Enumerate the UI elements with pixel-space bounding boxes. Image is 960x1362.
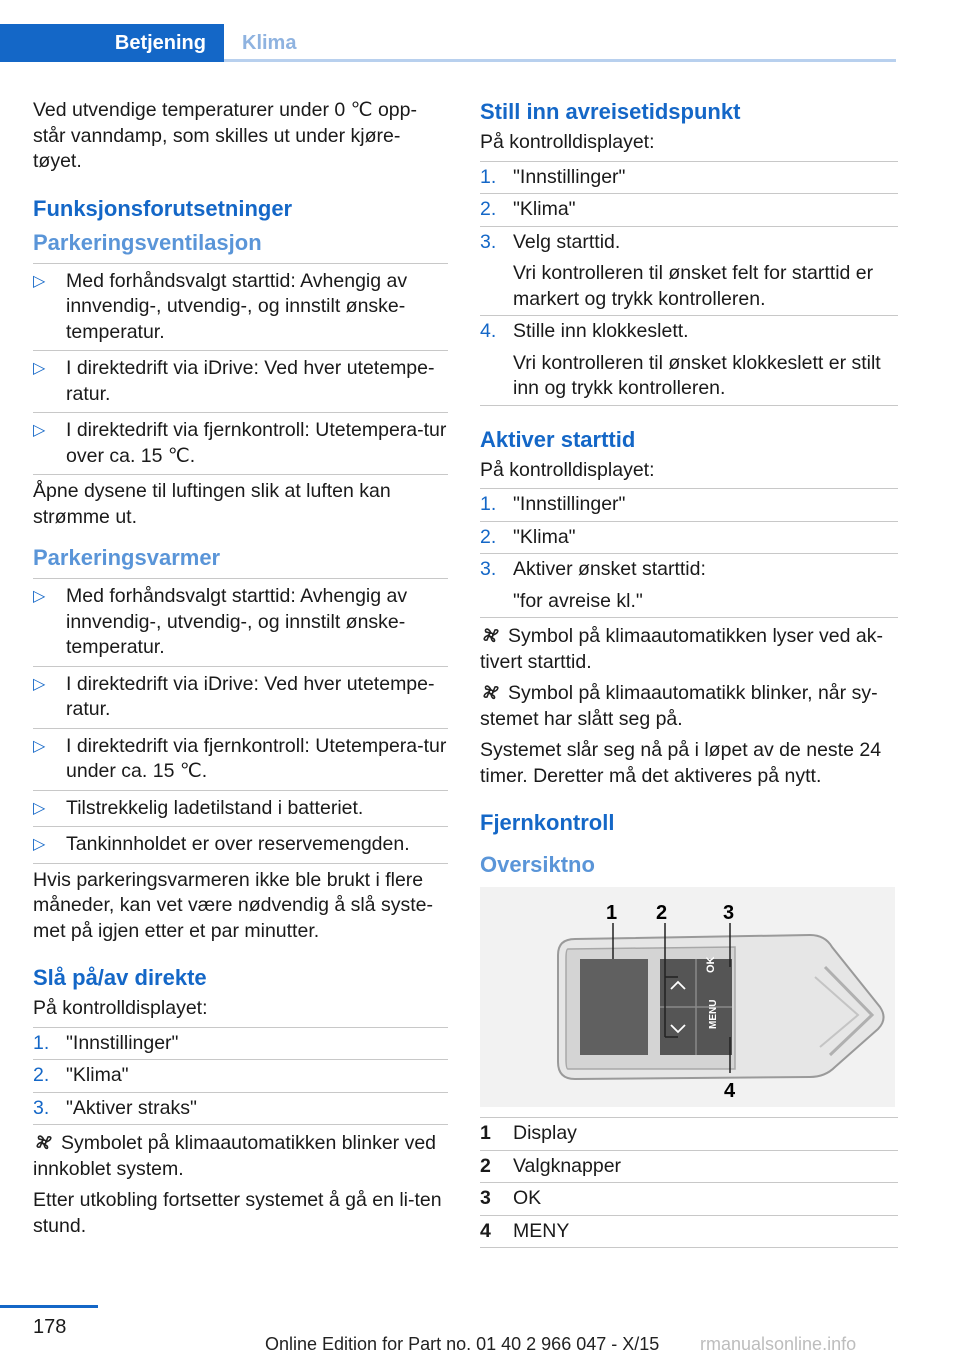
fan-icon: [33, 1133, 55, 1151]
heading-departure-time: Still inn avreisetidspunkt: [480, 99, 741, 124]
heading-prerequisites: Funksjonsforutsetninger: [33, 195, 293, 221]
remote-control-illustration: [480, 887, 895, 1107]
fan-icon: [480, 683, 502, 701]
heading-overview: Oversiktno: [480, 852, 595, 877]
legend-item: 1 Display: [480, 1118, 898, 1151]
list-item: 3. "Aktiver straks": [33, 1093, 448, 1126]
direct-icon-note: Symbolet på klimaautomatikken blinker ved innkoblet system.: [33, 1132, 437, 1180]
departure-intro: På kontrolldisplayet:: [480, 131, 655, 153]
triangle-bullet-icon: ▷: [33, 588, 46, 605]
heading-remote-control: Fjernkontroll: [480, 810, 615, 835]
list-item: 2. "Klima": [480, 522, 898, 555]
heading-parking-heater: Parkeringsvarmer: [33, 545, 221, 570]
ventilation-conditions-list: [33, 263, 448, 476]
remote-key-drawing: [480, 887, 895, 1107]
list-item: ▷ I direktedrift via fjernkontroll: Utetempera-tur over ca. 15 ℃.: [33, 413, 448, 475]
heater-conditions-list: [33, 578, 448, 864]
activate-intro: På kontrolldisplayet:: [480, 458, 655, 481]
callout-1: 1: [606, 902, 618, 924]
page-number: 178: [33, 1316, 67, 1338]
ok-key-label: OK: [705, 956, 717, 973]
fan-icon: [480, 626, 502, 644]
departure-steps-list: [480, 161, 898, 406]
tab-klima[interactable]: Klima: [242, 32, 297, 54]
watermark-text: rmanualsonline.info: [700, 1334, 857, 1354]
list-item: 1. "Innstillinger": [480, 162, 898, 195]
list-item: 1. "Innstillinger": [33, 1028, 448, 1061]
icon-note-blink: Symbol på klimaautomatikk blinker, når sy-stemet har slått seg på.: [480, 682, 878, 730]
footer-rule: [0, 1305, 98, 1308]
activate-note: Systemet slår seg nå på i løpet av de neste 24 timer. Deretter må det aktiveres på nytt.: [480, 739, 882, 787]
triangle-bullet-icon: ▷: [33, 675, 46, 693]
right-column: [480, 98, 898, 1248]
list-item: ▷ I direktedrift via fjernkontroll: Utetempera-tur under ca. 15 ℃.: [33, 729, 448, 791]
list-item: 2. "Klima": [33, 1060, 448, 1093]
direct-note: Etter utkobling fortsetter systemet å gå en li-ten stund.: [33, 1189, 442, 1237]
left-column: [33, 98, 448, 1244]
list-item: 1. "Innstillinger": [480, 489, 898, 522]
list-item: 2. "Klima": [480, 194, 898, 227]
legend-item: 4 MENY: [480, 1216, 898, 1249]
legend-item: 3 OK: [480, 1183, 898, 1216]
triangle-bullet-icon: ▷: [33, 737, 46, 755]
ventilation-note: Åpne dysene til luftingen slik at luften kan strømme ut.: [33, 480, 391, 528]
list-item: ▷ Tilstrekkelig ladetilstand i batteriet.: [33, 791, 448, 828]
list-item: 3. Aktiver ønsket starttid: "for avreise kl.": [480, 554, 898, 618]
callout-3: 3: [723, 902, 735, 924]
triangle-bullet-icon: ▷: [33, 272, 46, 290]
triangle-bullet-icon: ▷: [33, 360, 46, 377]
list-item: ▷ Tankinnholdet er over reservemengden.: [33, 827, 448, 864]
list-item: ▷ I direktedrift via iDrive: Ved hver utetempe-ratur.: [33, 667, 448, 729]
callout-2: 2: [656, 902, 668, 924]
heater-note: Hvis parkeringsvarmeren ikke ble brukt i flere måneder, kan vet være nødvendig å slå syste-met på igjen etter et par minutter.: [33, 868, 433, 942]
list-item: 3. Velg starttid. Vri kontrolleren til ønsket felt for starttid er markert og trykk kontrolleren.: [480, 227, 898, 317]
icon-note-lit: Symbol på klimaautomatikken lyser ved ak-tivert starttid.: [480, 625, 883, 673]
direct-steps-list: [33, 1027, 448, 1126]
callout-4: 4: [724, 1080, 736, 1102]
header-rule: [224, 59, 896, 62]
tab-betjening[interactable]: Betjening: [0, 24, 224, 62]
triangle-bullet-icon: ▷: [33, 422, 46, 439]
list-item: ▷ Med forhåndsvalgt starttid: Avhengig av innvendig-, utvendig-, og innstilt ønske-temperatur.: [33, 264, 448, 352]
heading-activate-start-time: Aktiver starttid: [480, 426, 636, 452]
list-item: ▷ Med forhåndsvalgt starttid: Avhengig av innvendig-, utvendig-, og innstilt ønske-temperatur.: [33, 579, 448, 667]
direct-intro: På kontrolldisplayet:: [33, 997, 208, 1019]
activate-steps-list: [480, 488, 898, 618]
triangle-bullet-icon: ▷: [33, 836, 46, 853]
legend-item: 2 Valgknapper: [480, 1151, 898, 1184]
edition-text: Online Edition for Part no. 01 40 2 966 047 - X/15: [265, 1334, 660, 1354]
page-header: [0, 0, 960, 62]
list-item: ▷ I direktedrift via iDrive: Ved hver utetempe-ratur.: [33, 351, 448, 413]
menu-key-label: MENU: [708, 999, 719, 1029]
heading-direct-on-off: Slå på/av direkte: [33, 965, 207, 990]
figure-legend: [480, 1117, 898, 1248]
intro-text: Ved utvendige temperaturer under 0 ℃ opp-står vanndamp, som skilles ut under kjøre-tøyet.: [33, 99, 417, 172]
triangle-bullet-icon: ▷: [33, 799, 46, 817]
list-item: 4. Stille inn klokkeslett. Vri kontrolleren til ønsket klokkeslett er stilt inn og trykk kontrolleren.: [480, 316, 898, 406]
heading-parking-ventilation: Parkeringsventilasjon: [33, 229, 262, 255]
